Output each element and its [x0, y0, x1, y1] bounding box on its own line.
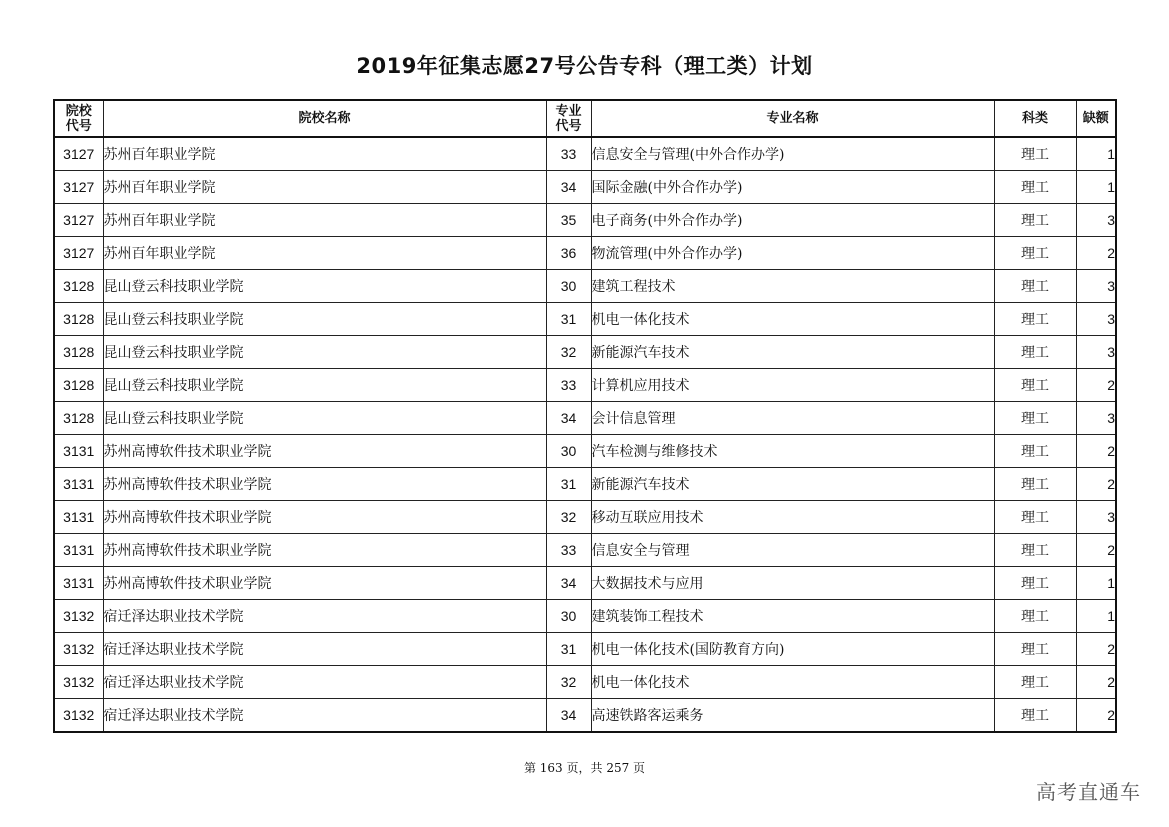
cell-major-name: 物流管理(中外合作办学): [591, 237, 994, 270]
page-title: 2019年征集志愿27号公告专科（理工类）计划: [356, 54, 813, 78]
cell-school-name: 苏州百年职业学院: [103, 237, 546, 270]
table-row: [54, 171, 1116, 204]
cell-major-name: 汽车检测与维修技术: [591, 435, 994, 468]
cell-school-code: 3131: [54, 534, 103, 567]
cell-school-name: 苏州百年职业学院: [103, 171, 546, 204]
header-major-code-line1: 专业: [555, 103, 582, 119]
cell-major-code: 31: [546, 633, 591, 666]
cell-major-name: 国际金融(中外合作办学): [591, 171, 994, 204]
cell-major-code: 34: [546, 699, 591, 733]
header-school-name: 院校名称: [103, 100, 546, 137]
cell-vacancy: 3: [1076, 336, 1116, 369]
cell-school-code: 3131: [54, 435, 103, 468]
table-row: [54, 600, 1116, 633]
header-category: 科类: [994, 100, 1076, 137]
cell-major-code: 33: [546, 369, 591, 402]
cell-school-code: 3132: [54, 633, 103, 666]
table-row: [54, 369, 1116, 402]
cell-major-code: 36: [546, 237, 591, 270]
cell-major-name: 机电一体化技术: [591, 303, 994, 336]
table-row: [54, 666, 1116, 699]
cell-major-code: 31: [546, 303, 591, 336]
cell-vacancy: 2: [1076, 369, 1116, 402]
watermark-text: 高考直通车: [1036, 780, 1141, 804]
cell-category: 理工: [994, 237, 1076, 270]
cell-major-code: 35: [546, 204, 591, 237]
table-row: [54, 501, 1116, 534]
cell-school-name: 昆山登云科技职业学院: [103, 336, 546, 369]
cell-major-code: 30: [546, 435, 591, 468]
cell-school-code: 3132: [54, 600, 103, 633]
cell-major-code: 34: [546, 567, 591, 600]
table-row: [54, 137, 1116, 171]
cell-vacancy: 2: [1076, 666, 1116, 699]
header-school-code: [54, 100, 103, 137]
cell-category: 理工: [994, 303, 1076, 336]
header-major-name: 专业名称: [591, 100, 994, 137]
cell-category: 理工: [994, 336, 1076, 369]
cell-category: 理工: [994, 137, 1076, 171]
cell-category: 理工: [994, 567, 1076, 600]
table-row: [54, 468, 1116, 501]
page-prefix: 第: [523, 761, 540, 775]
table-row: [54, 567, 1116, 600]
cell-school-name: 昆山登云科技职业学院: [103, 270, 546, 303]
cell-vacancy: 2: [1076, 435, 1116, 468]
cell-major-name: 建筑工程技术: [591, 270, 994, 303]
cell-school-code: 3132: [54, 699, 103, 733]
cell-school-code: 3127: [54, 204, 103, 237]
cell-major-code: 32: [546, 336, 591, 369]
header-vacancy: 缺额: [1076, 100, 1116, 137]
table-body: [54, 137, 1116, 732]
cell-major-code: 30: [546, 600, 591, 633]
cell-category: 理工: [994, 435, 1076, 468]
header-school-code-line2: 代号: [65, 118, 92, 134]
cell-major-name: 电子商务(中外合作办学): [591, 204, 994, 237]
cell-major-code: 30: [546, 270, 591, 303]
current-page-number: 163: [539, 761, 563, 775]
cell-school-code: 3128: [54, 369, 103, 402]
cell-school-code: 3131: [54, 501, 103, 534]
cell-school-name: 苏州百年职业学院: [103, 204, 546, 237]
table-header: [54, 100, 1116, 137]
cell-school-name: 苏州高博软件技术职业学院: [103, 468, 546, 501]
cell-school-name: 苏州高博软件技术职业学院: [103, 501, 546, 534]
cell-school-name: 宿迁泽达职业技术学院: [103, 666, 546, 699]
cell-major-name: 大数据技术与应用: [591, 567, 994, 600]
cell-vacancy: 1: [1076, 137, 1116, 171]
cell-school-name: 苏州高博软件技术职业学院: [103, 567, 546, 600]
cell-vacancy: 3: [1076, 204, 1116, 237]
cell-major-name: 会计信息管理: [591, 402, 994, 435]
cell-major-code: 31: [546, 468, 591, 501]
cell-major-name: 高速铁路客运乘务: [591, 699, 994, 733]
cell-school-name: 昆山登云科技职业学院: [103, 303, 546, 336]
cell-major-code: 33: [546, 137, 591, 171]
cell-school-code: 3127: [54, 171, 103, 204]
cell-school-code: 3131: [54, 468, 103, 501]
cell-school-name: 宿迁泽达职业技术学院: [103, 633, 546, 666]
cell-category: 理工: [994, 369, 1076, 402]
enrollment-plan-table: [53, 99, 1117, 733]
cell-vacancy: 3: [1076, 303, 1116, 336]
cell-school-code: 3127: [54, 237, 103, 270]
table-row: [54, 534, 1116, 567]
cell-category: 理工: [994, 699, 1076, 733]
cell-vacancy: 2: [1076, 699, 1116, 733]
cell-major-name: 信息安全与管理: [591, 534, 994, 567]
cell-category: 理工: [994, 468, 1076, 501]
cell-school-name: 宿迁泽达职业技术学院: [103, 699, 546, 733]
total-pages-number: 257: [606, 761, 630, 775]
cell-major-code: 33: [546, 534, 591, 567]
cell-vacancy: 2: [1076, 633, 1116, 666]
header-major-code: [546, 100, 591, 137]
cell-school-code: 3127: [54, 137, 103, 171]
table-row: [54, 402, 1116, 435]
cell-category: 理工: [994, 204, 1076, 237]
table-row: [54, 435, 1116, 468]
cell-major-name: 新能源汽车技术: [591, 468, 994, 501]
cell-major-code: 34: [546, 402, 591, 435]
cell-school-code: 3128: [54, 270, 103, 303]
table-row: [54, 699, 1116, 733]
cell-vacancy: 3: [1076, 501, 1116, 534]
cell-school-name: 苏州百年职业学院: [103, 137, 546, 171]
cell-school-name: 宿迁泽达职业技术学院: [103, 600, 546, 633]
cell-major-name: 计算机应用技术: [591, 369, 994, 402]
cell-school-name: 苏州高博软件技术职业学院: [103, 534, 546, 567]
cell-category: 理工: [994, 534, 1076, 567]
cell-category: 理工: [994, 501, 1076, 534]
table-row: [54, 633, 1116, 666]
cell-vacancy: 1: [1076, 567, 1116, 600]
cell-school-code: 3128: [54, 402, 103, 435]
table-row: [54, 270, 1116, 303]
cell-school-code: 3131: [54, 567, 103, 600]
cell-vacancy: 1: [1076, 600, 1116, 633]
cell-major-name: 建筑装饰工程技术: [591, 600, 994, 633]
cell-school-code: 3128: [54, 303, 103, 336]
cell-school-code: 3128: [54, 336, 103, 369]
cell-major-name: 机电一体化技术: [591, 666, 994, 699]
page-suffix: 页: [629, 761, 646, 775]
cell-school-code: 3132: [54, 666, 103, 699]
cell-vacancy: 2: [1076, 468, 1116, 501]
header-major-code-line2: 代号: [555, 118, 582, 134]
cell-vacancy: 3: [1076, 270, 1116, 303]
cell-major-name: 新能源汽车技术: [591, 336, 994, 369]
cell-vacancy: 2: [1076, 237, 1116, 270]
cell-major-name: 信息安全与管理(中外合作办学): [591, 137, 994, 171]
table-row: [54, 204, 1116, 237]
cell-category: 理工: [994, 171, 1076, 204]
cell-major-code: 34: [546, 171, 591, 204]
cell-school-name: 昆山登云科技职业学院: [103, 402, 546, 435]
table-row: [54, 237, 1116, 270]
cell-vacancy: 3: [1076, 402, 1116, 435]
cell-category: 理工: [994, 666, 1076, 699]
cell-category: 理工: [994, 270, 1076, 303]
cell-category: 理工: [994, 633, 1076, 666]
cell-category: 理工: [994, 600, 1076, 633]
page-footer: [0, 759, 1169, 776]
cell-major-code: 32: [546, 666, 591, 699]
cell-school-name: 苏州高博软件技术职业学院: [103, 435, 546, 468]
cell-vacancy: 2: [1076, 534, 1116, 567]
cell-vacancy: 1: [1076, 171, 1116, 204]
cell-major-code: 32: [546, 501, 591, 534]
cell-category: 理工: [994, 402, 1076, 435]
cell-major-name: 机电一体化技术(国防教育方向): [591, 633, 994, 666]
cell-major-name: 移动互联应用技术: [591, 501, 994, 534]
page-mid: 页，共: [562, 761, 607, 775]
header-school-code-line1: 院校: [65, 103, 92, 119]
table-row: [54, 336, 1116, 369]
cell-school-name: 昆山登云科技职业学院: [103, 369, 546, 402]
table-row: [54, 303, 1116, 336]
